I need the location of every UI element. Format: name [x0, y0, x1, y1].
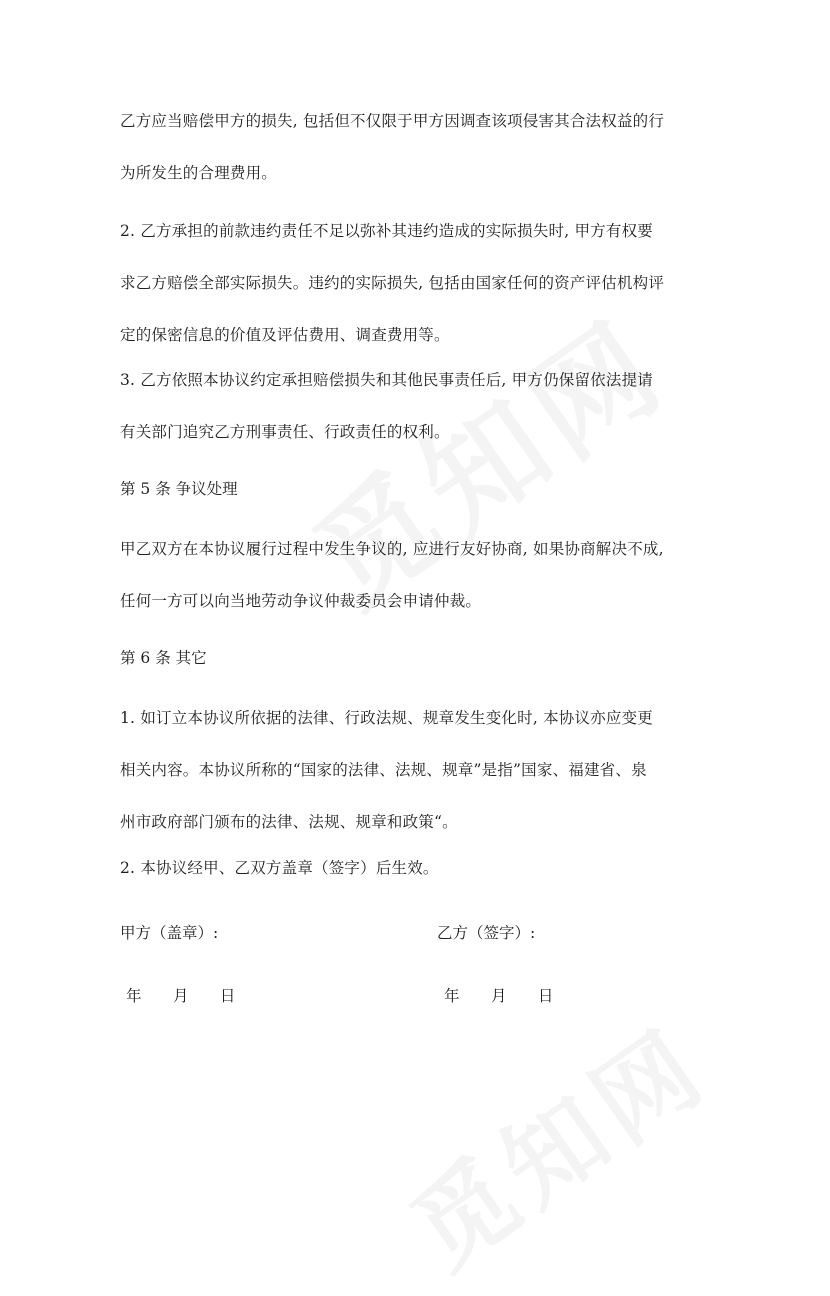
text-line: 2. 乙方承担的前款违约责任不足以弥补其违约造成的实际损失时, 甲方有权要	[120, 222, 653, 240]
text-line: 任何一方可以向当地劳动争议仲裁委员会申请仲裁。	[120, 592, 482, 610]
date-month: 月	[490, 987, 507, 1005]
date-month: 月	[172, 987, 189, 1005]
text-line: 州市政府部门颁布的法律、法规、规章和政策“。	[120, 813, 458, 831]
text-line: 甲乙双方在本协议履行过程中发生争议的, 应进行友好协商, 如果协商解决不成,	[120, 540, 664, 558]
section-heading-other: 第 6 条 其它	[120, 649, 207, 667]
text-line: 求乙方赔偿全部实际损失。违约的实际损失, 包括由国家任何的资产评估机构评	[120, 274, 665, 292]
text-line: 乙方应当赔偿甲方的损失, 包括但不仅限于甲方因调查该项侵害其合法权益的行	[120, 112, 665, 130]
text-line: 为所发生的合理费用。	[120, 164, 278, 182]
paragraph-other-item-2	[120, 842, 720, 894]
party-b-signature-label: 乙方（签字）:	[437, 924, 536, 942]
section-heading-dispute: 第 5 条 争议处理	[120, 480, 238, 498]
text-line: 3. 乙方依照本协议约定承担赔偿损失和其他民事责任后, 甲方仍保留依法提请	[120, 371, 653, 389]
paragraph-item-3	[120, 354, 720, 458]
text-line: 定的保密信息的价值及评估费用、调查费用等。	[120, 326, 450, 344]
text-line: 2. 本协议经甲、乙双方盖章（签字）后生效。	[120, 859, 439, 877]
paragraph-compensation	[120, 95, 720, 199]
text-line: 1. 如订立本协议所依据的法律、行政法规、规章发生变化时, 本协议亦应变更	[120, 709, 653, 727]
date-year: 年	[444, 987, 460, 1005]
date-year: 年	[126, 987, 142, 1005]
party-a-date	[126, 981, 235, 1011]
text-line: 相关内容。本协议所称的“国家的法律、法规、规章”是指”国家、福建省、泉	[120, 761, 647, 779]
paragraph-dispute	[120, 523, 720, 627]
text-line: 有关部门追究乙方刑事责任、行政责任的权利。	[120, 423, 450, 441]
party-b-date	[444, 981, 553, 1011]
paragraph-item-2	[120, 205, 720, 361]
party-a-signature-label: 甲方（盖章）:	[120, 924, 219, 942]
date-day: 日	[219, 987, 236, 1005]
paragraph-other-item-1	[120, 692, 720, 848]
date-day: 日	[537, 987, 554, 1005]
watermark-bottom	[379, 988, 732, 1295]
